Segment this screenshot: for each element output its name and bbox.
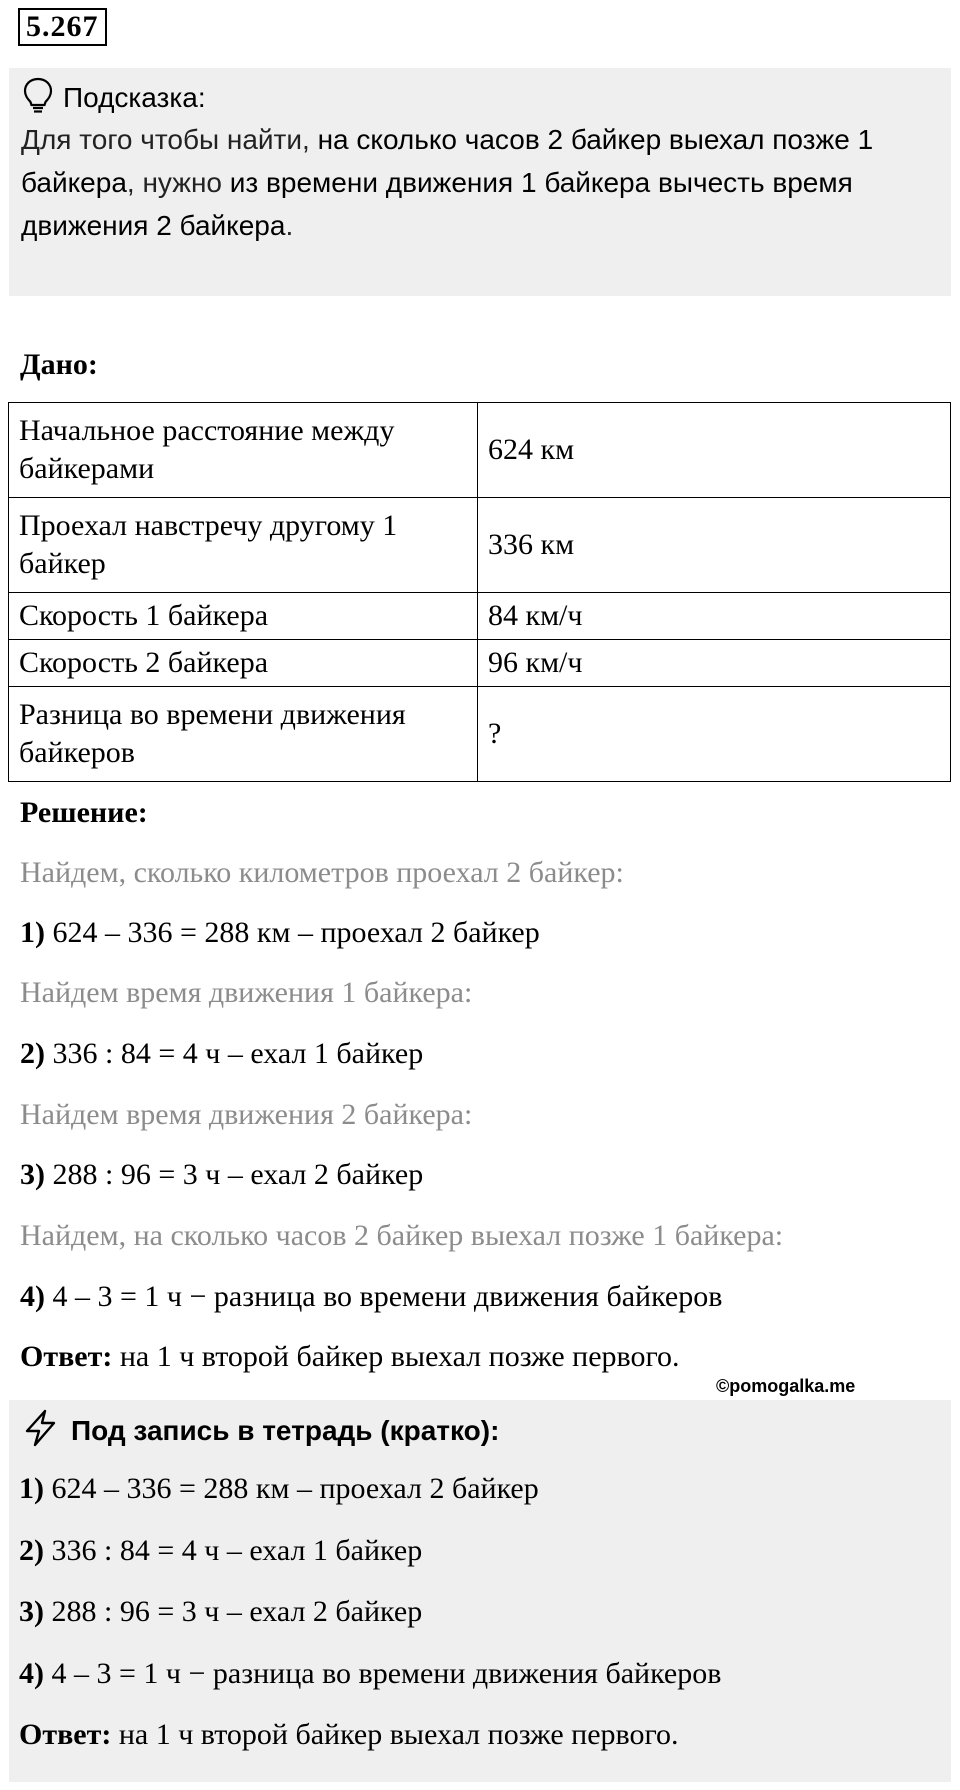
watermark: ©pomogalka.me [716, 1376, 856, 1396]
step-text: 336 : 84 = 4 ч – ехал 1 байкер [45, 1037, 424, 1070]
step-note: Найдем время движения 1 байкера: [20, 976, 473, 1009]
step-text: 336 : 84 = 4 ч – ехал 1 байкер [44, 1534, 423, 1567]
answer-text: на 1 ч второй байкер выехал позже первого. [112, 1340, 680, 1373]
table-row [9, 403, 951, 498]
step-number: 3) [19, 1595, 44, 1628]
hint-box [9, 68, 951, 296]
short-step-line [19, 1657, 721, 1691]
short-step-line [19, 1534, 422, 1568]
step-note: Найдем, на сколько часов 2 байкер выехал позже 1 байкера: [20, 1219, 784, 1252]
hint-text-emphasis: из времени движения 1 байкера вычесть время движения 2 байкера [21, 167, 853, 241]
step-text: 288 : 96 = 3 ч – ехал 2 байкер [45, 1158, 424, 1191]
given-label: Проехал навстречу другому 1 байкер [9, 498, 478, 593]
hint-title-row [21, 78, 939, 118]
short-step-line [19, 1472, 539, 1506]
given-label: Начальное расстояние между байкерами [9, 403, 478, 498]
step-line [20, 1037, 423, 1071]
given-label: Разница во времени движения байкеров [9, 687, 478, 782]
given-label: Скорость 1 байкера [9, 593, 478, 640]
hint-text-part: . [285, 210, 294, 241]
step-text: 4 – 3 = 1 ч − разница во времени движения байкеров [45, 1280, 723, 1313]
solution-title: Решение: [20, 796, 148, 829]
short-answer-line [19, 1718, 679, 1752]
answer-text: на 1 ч второй байкер выехал позже первого. [111, 1718, 679, 1751]
step-number: 1) [20, 916, 45, 949]
short-notes-box [9, 1400, 951, 1782]
table-row [9, 498, 951, 593]
hint-text-part: Для того чтобы найти, [21, 124, 318, 155]
short-title-row [21, 1408, 499, 1454]
given-label: Скорость 2 байкера [9, 640, 478, 687]
lightbulb-icon [21, 76, 63, 121]
step-number: 2) [20, 1037, 45, 1070]
table-row [9, 593, 951, 640]
given-value: 96 км/ч [478, 640, 951, 687]
short-step-line [19, 1595, 422, 1629]
given-value: 336 км [478, 498, 951, 593]
given-title: Дано: [20, 348, 98, 381]
answer-line [20, 1340, 680, 1374]
hint-text-emphasis: на сколько часов 2 байкер выехал позже 1 байкера [21, 124, 874, 198]
task-number: 5.267 [18, 8, 107, 46]
step-note: Найдем, сколько километров проехал 2 байкер: [20, 856, 624, 889]
answer-label: Ответ: [20, 1340, 113, 1373]
step-line [20, 1280, 722, 1314]
hint-title: Подсказка: [63, 82, 206, 113]
step-text: 624 – 336 = 288 км – проехал 2 байкер [44, 1472, 539, 1505]
step-line [20, 1158, 423, 1192]
step-number: 1) [19, 1472, 44, 1505]
given-value: 624 км [478, 403, 951, 498]
table-row [9, 640, 951, 687]
lightning-icon [21, 1408, 71, 1455]
step-number: 3) [20, 1158, 45, 1191]
step-text: 4 – 3 = 1 ч − разница во времени движения байкеров [44, 1657, 722, 1690]
step-text: 624 – 336 = 288 км – проехал 2 байкер [45, 916, 540, 949]
step-number: 2) [19, 1534, 44, 1567]
given-value: 84 км/ч [478, 593, 951, 640]
hint-text [21, 118, 939, 247]
step-number: 4) [19, 1657, 44, 1690]
short-title: Под запись в тетрадь (кратко): [71, 1415, 500, 1446]
table-row [9, 687, 951, 782]
step-number: 4) [20, 1280, 45, 1313]
given-value: ? [478, 687, 951, 782]
step-text: 288 : 96 = 3 ч – ехал 2 байкер [44, 1595, 423, 1628]
given-table [8, 402, 951, 782]
hint-text-part: , нужно [126, 167, 230, 198]
step-line [20, 916, 540, 950]
answer-label: Ответ: [19, 1718, 112, 1751]
step-note: Найдем время движения 2 байкера: [20, 1098, 473, 1131]
